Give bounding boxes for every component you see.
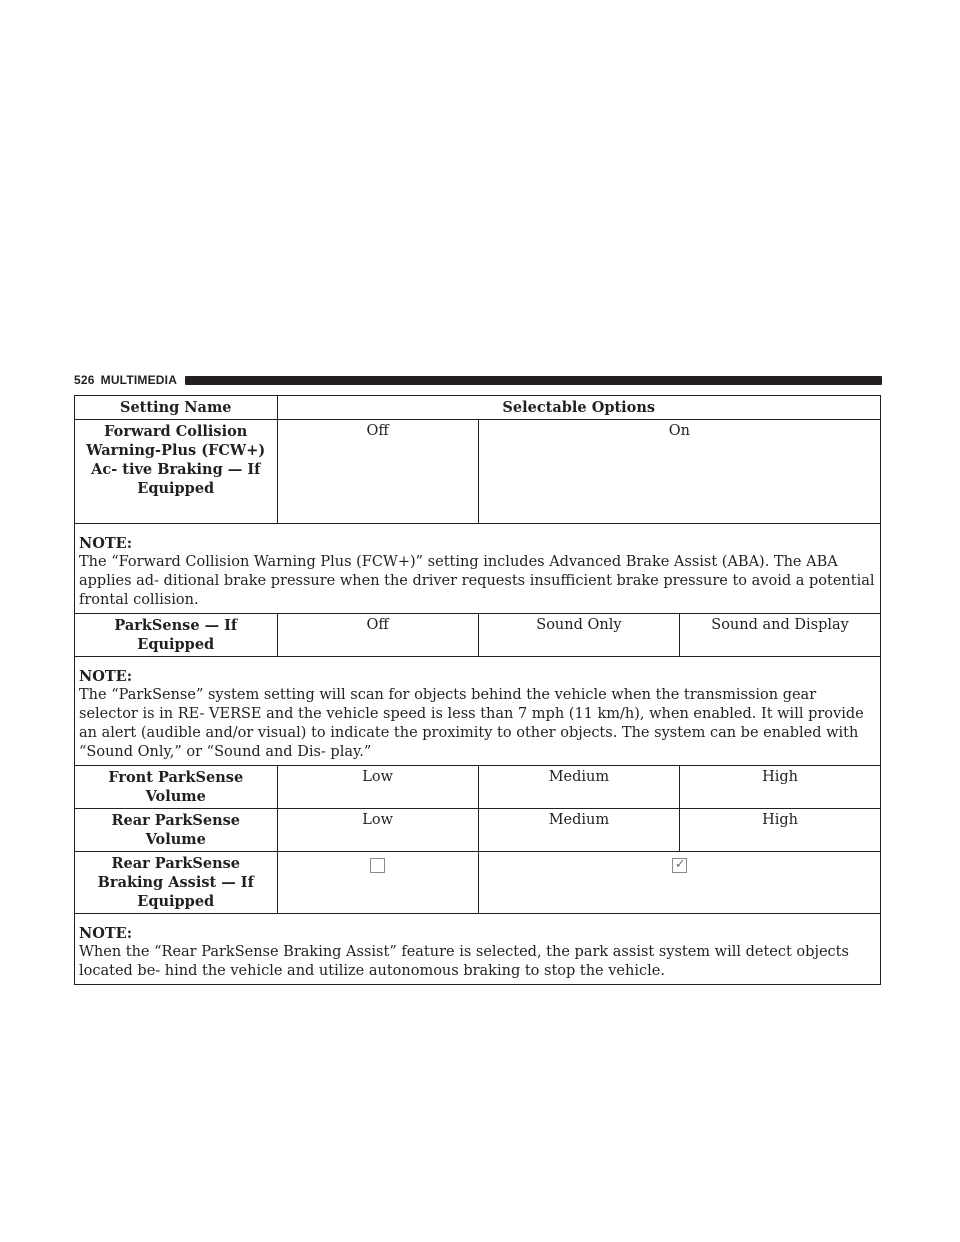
- note-text: When the “Rear ParkSense Braking Assist” feature is selected, the park assist system will detect objects located be- hind the vehicle and utilize autonomous braking to stop the vehicle.: [79, 944, 849, 979]
- setting-name-front-volume: Front ParkSense Volume: [75, 766, 277, 809]
- table-row: [75, 614, 880, 657]
- note-label: NOTE:: [79, 925, 133, 942]
- option-rear-braking-off: [277, 852, 478, 914]
- option-front-low: Low: [277, 766, 478, 809]
- note-row: [75, 524, 880, 614]
- option-parksense-sound-only: Sound Only: [478, 614, 679, 657]
- note-label: NOTE:: [79, 668, 133, 685]
- settings-table: [74, 395, 881, 985]
- table-row: [75, 852, 880, 914]
- unchecked-box-icon: [370, 858, 385, 873]
- section-title: MULTIMEDIA: [100, 373, 178, 387]
- option-rear-braking-on: [478, 852, 880, 914]
- option-fcw-off: Off: [277, 420, 478, 524]
- header-setting-name: Setting Name: [75, 396, 277, 420]
- header-selectable-options: Selectable Options: [277, 396, 880, 420]
- page-header: [74, 372, 882, 388]
- note-rear-braking: [75, 914, 880, 985]
- setting-name-rear-volume: Rear ParkSense Volume: [75, 809, 277, 852]
- note-fcw: [75, 524, 880, 614]
- setting-name-rear-braking: Rear ParkSense Braking Assist — If Equipped: [75, 852, 277, 914]
- header-rule: [185, 376, 882, 385]
- option-fcw-on: On: [478, 420, 880, 524]
- note-text: The “Forward Collision Warning Plus (FCW+)” setting includes Advanced Brake Assist (ABA). The ABA applies ad- ditional brake pressure when the driver requests insufficient brake pressure to avoid a potential frontal collision.: [79, 554, 875, 608]
- table-row: [75, 420, 880, 524]
- note-row: [75, 657, 880, 766]
- table-header-row: [75, 396, 880, 420]
- checked-box-icon: [672, 858, 687, 873]
- table-row: [75, 766, 880, 809]
- option-front-medium: Medium: [478, 766, 679, 809]
- page-number: 526: [74, 373, 95, 387]
- setting-name-parksense: ParkSense — If Equipped: [75, 614, 277, 657]
- checkmark-icon: ✓: [674, 857, 686, 872]
- note-text: The “ParkSense” system setting will scan for objects behind the vehicle when the transmission gear selector is in RE- VERSE and the vehicle speed is less than 7 mph (11 km/h), when enabled. It will provide an alert (audible and/or visual) to indicate the proximity to other objects. The system can be enabled with “Sound Only,” or “Sound and Dis- play.”: [79, 687, 864, 760]
- note-parksense: [75, 657, 880, 766]
- table-row: [75, 809, 880, 852]
- option-parksense-sound-display: Sound and Display: [680, 614, 880, 657]
- note-row: [75, 914, 880, 985]
- note-label: NOTE:: [79, 535, 133, 552]
- option-rear-low: Low: [277, 809, 478, 852]
- setting-name-fcw: Forward Collision Warning-Plus (FCW+) Ac- tive Braking — If Equipped: [75, 420, 277, 524]
- option-rear-high: High: [680, 809, 880, 852]
- option-parksense-off: Off: [277, 614, 478, 657]
- option-front-high: High: [680, 766, 880, 809]
- option-rear-medium: Medium: [478, 809, 679, 852]
